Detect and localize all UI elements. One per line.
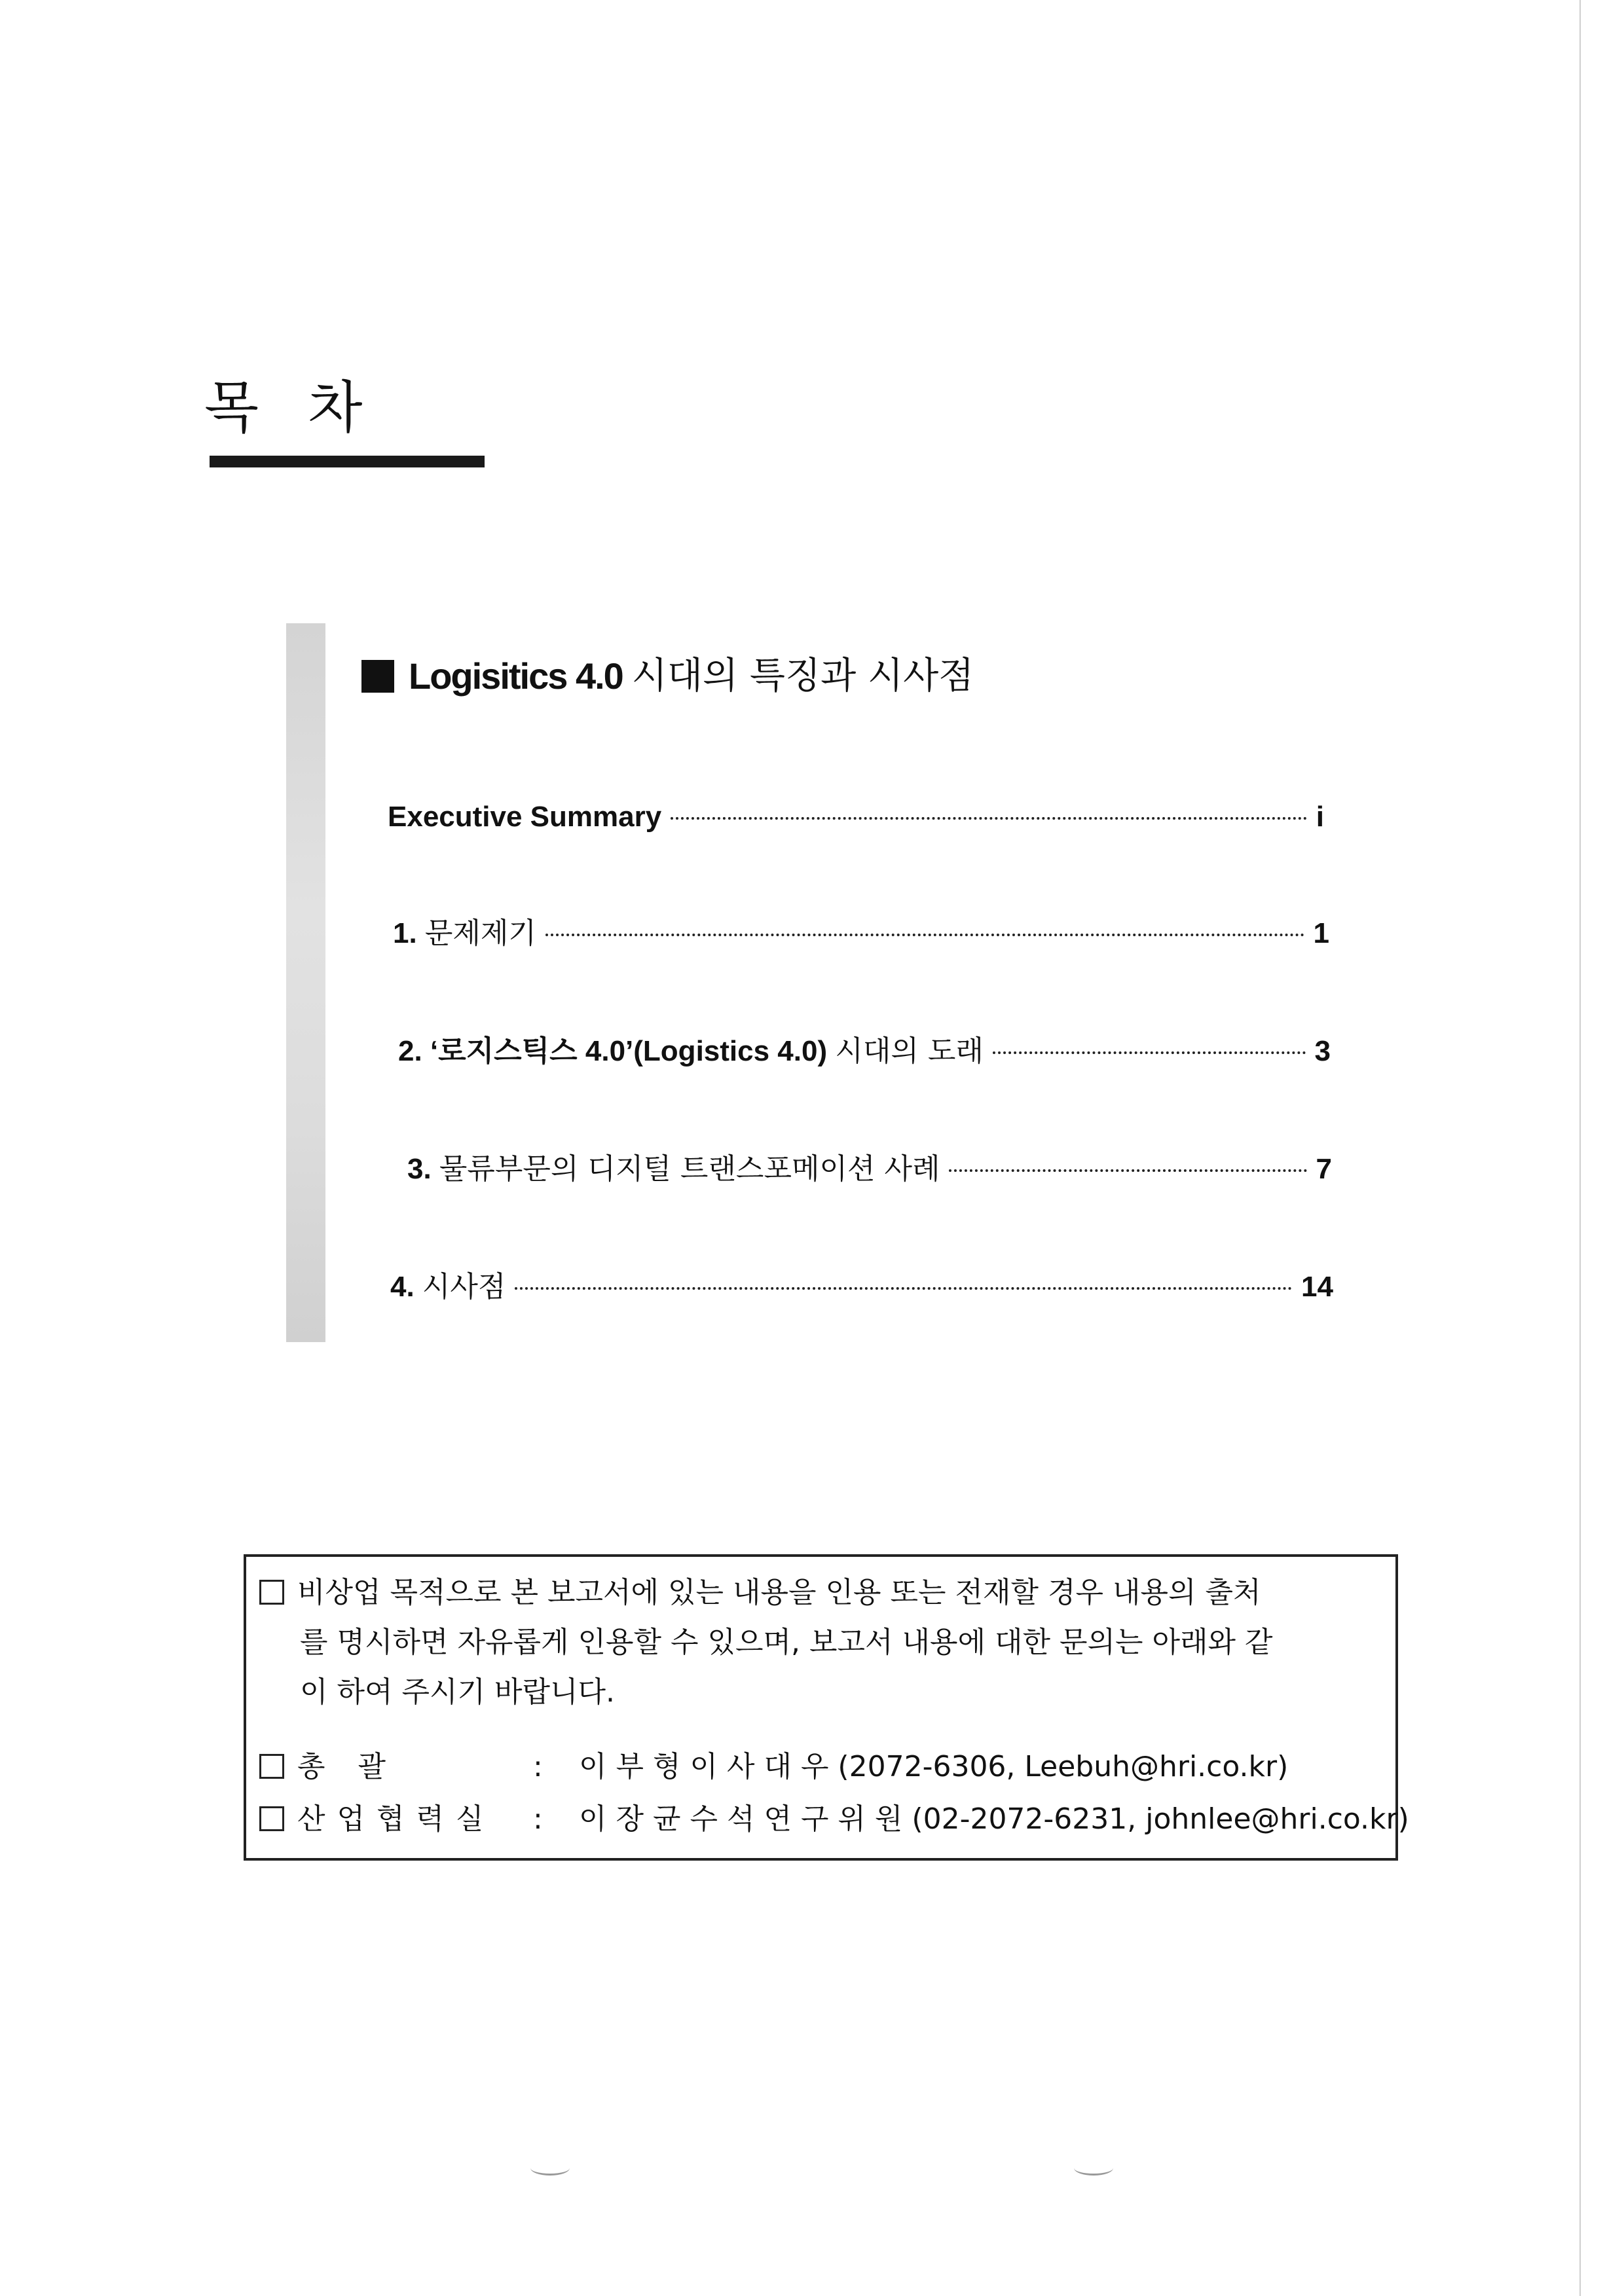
contact-person: 이 장 균 수 석 연 구 위 원 (02-2072-6231, johnlee@hri.co.kr) — [579, 1802, 1409, 1836]
notice-text — [259, 1568, 1386, 1717]
report-heading — [361, 655, 974, 697]
checkbox-square-icon — [259, 1754, 284, 1779]
toc-item-executive-summary[interactable] — [388, 803, 1324, 831]
toc-item-3[interactable] — [407, 1152, 1332, 1186]
black-square-icon — [361, 660, 394, 693]
toc-item-4[interactable] — [390, 1270, 1333, 1303]
toc-leader-dots — [515, 1287, 1292, 1290]
notice-line: 비상업 목적으로 본 보고서에 있는 내용을 인용 또는 전재할 경우 내용의 출처 — [297, 1576, 1261, 1609]
checkbox-square-icon — [259, 1580, 284, 1605]
toc-item-page: 1 — [1313, 917, 1329, 949]
report-title-prefix: Logisitics 4.0 — [409, 655, 623, 697]
toc-leader-dots — [993, 1051, 1306, 1054]
toc-leader-dots — [545, 934, 1304, 936]
contact-role: 산업협력실 — [297, 1802, 496, 1836]
contact-role: 총 괄 — [297, 1750, 397, 1783]
toc-item-page: 7 — [1316, 1153, 1332, 1185]
toc-item-1[interactable] — [393, 919, 1329, 948]
contact-row-general — [259, 1743, 1288, 1785]
toc-item-label-ko: 시사점 — [422, 1270, 506, 1303]
toc-item-2[interactable] — [398, 1034, 1331, 1068]
title-underline — [210, 456, 485, 467]
toc-item-label: 4. — [390, 1271, 422, 1303]
toc-side-bar — [286, 623, 325, 1342]
scan-mark — [530, 2160, 570, 2176]
toc-item-label-ko: 시대의 도래 — [835, 1034, 984, 1068]
contact-row-industry — [259, 1795, 1409, 1837]
toc-item-page: 3 — [1314, 1035, 1331, 1067]
page-title: 목 차 — [204, 375, 378, 441]
scan-edge-line — [1579, 0, 1581, 2296]
toc-leader-dots — [949, 1169, 1306, 1172]
notice-line: 를 명시하면 자유롭게 인용할 수 있으며, 보고서 내용에 대한 문의는 아래와 같 — [300, 1626, 1273, 1659]
toc-item-label: 1. — [393, 917, 425, 949]
notice-line: 이 하여 주시기 바랍니다. — [300, 1675, 615, 1709]
toc-item-label: 2. ‘로지스틱스 4.0’(Logistics 4.0) — [398, 1035, 836, 1067]
contact-person: 이 부 형 이 사 대 우 (2072-6306, Leebuh@hri.co.kr) — [579, 1750, 1289, 1783]
toc-leader-dots — [671, 817, 1307, 820]
toc-item-label-ko: 물류부문의 디지털 트랜스포메이션 사례 — [439, 1152, 940, 1186]
contact-colon: : — [533, 1750, 543, 1783]
checkbox-square-icon — [259, 1806, 284, 1831]
scan-mark — [1074, 2160, 1113, 2176]
toc-item-label: Executive Summary — [388, 801, 662, 833]
report-title-suffix: 시대의 특징과 시사점 — [631, 655, 974, 697]
toc-item-page: 14 — [1301, 1271, 1333, 1303]
toc-item-label-ko: 문제제기 — [424, 917, 536, 950]
toc-item-page: i — [1316, 801, 1324, 833]
toc-item-label: 3. — [407, 1153, 439, 1185]
contact-colon: : — [533, 1802, 543, 1836]
